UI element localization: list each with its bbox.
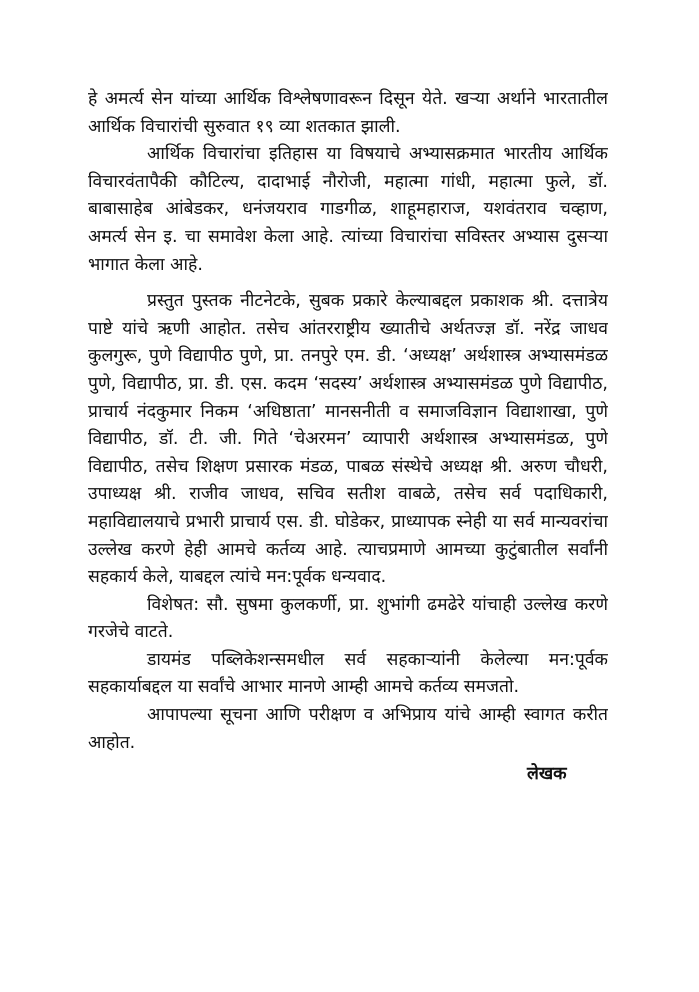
text-line: प्रस्तुत पुस्तक नीटनेटके, सुबक प्रकारे केल्याबद्दल प्रकाशक श्री. दत्तात्रेय: [147, 291, 608, 312]
text-line: प्राचार्य नंदकुमार निकम ‘अधिष्ठाता’ मानसनीती व समाजविज्ञान विद्याशाखा, पुणे: [88, 401, 608, 422]
paragraph: [88, 647, 608, 702]
text-line: आर्थिक विचारांचा इतिहास या विषयाचे अभ्यासक्रमात भारतीय आर्थिक: [147, 144, 608, 165]
text-line: पाष्टे यांचे ऋणी आहोत. तसेच आंतरराष्ट्रीय ख्यातीचे अर्थतज्ज्ञ डॉ. नरेंद्र जाधव: [88, 318, 608, 339]
text-line: आर्थिक विचारांची सुरुवात १९ व्या शतकात झाली.: [88, 116, 401, 137]
text-line: उपाध्यक्ष श्री. राजीव जाधव, सचिव सतीश वाबळे, तसेच सर्व पदाधिकारी,: [88, 484, 608, 505]
paragraph: [88, 86, 608, 141]
text-line: गरजेचे वाटते.: [88, 622, 174, 643]
paragraph: [88, 288, 608, 592]
text-line: डायमंड पब्लिकेशन्समधील सर्व सहकाऱ्यांनी केलेल्या मन:पूर्वक: [147, 649, 608, 670]
text-line: विशेषत: सौ. सुषमा कुलकर्णी, प्रा. शुभांगी ढमढेरे यांचाही उल्लेख करणे: [147, 594, 608, 615]
text-line: महाविद्यालयाचे प्रभारी प्राचार्य एस. डी. घोडेकर, प्राध्यापक स्नेही या सर्व मान्यवरांचा: [88, 511, 608, 532]
author-signature: लेखक: [527, 764, 567, 784]
text-line: कुलगुरू, पुणे विद्यापीठ पुणे, प्रा. तनपुरे एम. डी. ‘अध्यक्ष’ अर्थशास्त्र अभ्यासमंडळ: [88, 346, 608, 367]
text-line: उल्लेख करणे हेही आमचे कर्तव्य आहे. त्याचप्रमाणे आमच्या कुटुंबातील सर्वांनी: [88, 539, 608, 560]
paragraph: [88, 141, 608, 279]
text-line: आपापल्या सूचना आणि परीक्षण व अभिप्राय यांचे आम्ही स्वागत करीत: [147, 705, 608, 726]
text-line: भागात केला आहे.: [88, 254, 203, 275]
text-line: विद्यापीठ, तसेच शिक्षण प्रसारक मंडळ, पाबळ संस्थेचे अध्यक्ष श्री. अरुण चौधरी,: [88, 456, 608, 477]
text-line: सहकार्याबद्दल या सर्वांचे आभार मानणे आम्ही आमचे कर्तव्य समजतो.: [88, 677, 520, 698]
text-line: पुणे, विद्यापीठ, प्रा. डी. एस. कदम ‘सदस्य’ अर्थशास्त्र अभ्यासमंडळ पुणे विद्यापीठ,: [88, 373, 608, 394]
paragraph: [88, 702, 608, 757]
text-line: विचारवंतापैकी कौटिल्य, दादाभाई नौरोजी, महात्मा गांधी, महात्मा फुले, डॉ.: [88, 171, 608, 192]
text-line: सहकार्य केले, याबद्दल त्यांचे मन:पूर्वक धन्यवाद.: [88, 567, 387, 588]
text-line: आहोत.: [88, 732, 136, 753]
text-line: हे अमर्त्य सेन यांच्या आर्थिक विश्लेषणावरून दिसून येते. खऱ्या अर्थाने भारतातील: [88, 89, 608, 109]
paragraph: [88, 592, 608, 647]
text-line: अमर्त्य सेन इ. चा समावेश केला आहे. त्यांच्या विचारांचा सविस्तर अभ्यास दुसऱ्या: [88, 226, 608, 247]
text-line: विद्यापीठ, डॉ. टी. जी. गिते ‘चेअरमन’ व्यापारी अर्थशास्त्र अभ्यासमंडळ, पुणे: [88, 429, 608, 450]
document-body: [88, 86, 608, 757]
text-line: बाबासाहेब आंबेडकर, धनंजयराव गाडगीळ, शाहूमहाराज, यशवंतराव चव्हाण,: [88, 199, 608, 220]
